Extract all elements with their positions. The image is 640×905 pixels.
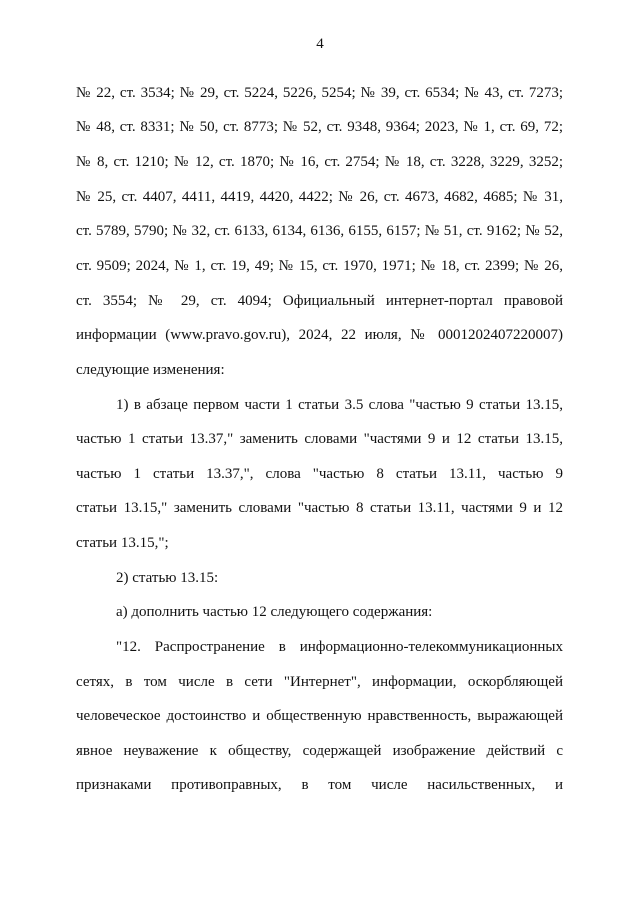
text-line: ст. 3554; № 29, ст. 4094; Официальный интернет-портал правовой	[76, 293, 563, 309]
text-line: признаками противоправных, в том числе насильственных, и	[76, 777, 563, 793]
text-line: статьи 13.15,";	[76, 535, 169, 551]
text-line: частью 1 статьи 13.37,", слова "частью 8 статьи 13.11, частью 9	[76, 466, 563, 482]
text-line: информации (www.pravo.gov.ru), 2024, 22 июля, № 0001202407220007)	[76, 327, 563, 343]
page-number: 4	[316, 36, 324, 52]
text-line: явное неуважение к обществу, содержащей изображение действий с	[76, 743, 563, 759]
text-line: ст. 9509; 2024, № 1, ст. 19, 49; № 15, ст. 1970, 1971; № 18, ст. 2399; № 26,	[76, 258, 563, 274]
text-line: сетях, в том числе в сети "Интернет", информации, оскорбляющей	[76, 674, 563, 690]
text-line: № 25, ст. 4407, 4411, 4419, 4420, 4422; № 26, ст. 4673, 4682, 4685; № 31,	[76, 189, 563, 205]
text-line: № 8, ст. 1210; № 12, ст. 1870; № 16, ст. 2754; № 18, ст. 3228, 3229, 3252;	[76, 154, 563, 170]
text-line: "12. Распространение в информационно-телекоммуникационных	[116, 639, 563, 655]
text-line: № 48, ст. 8331; № 50, ст. 8773; № 52, ст. 9348, 9364; 2023, № 1, ст. 69, 72;	[76, 119, 563, 135]
text-line: ст. 5789, 5790; № 32, ст. 6133, 6134, 6136, 6155, 6157; № 51, ст. 9162; № 52,	[76, 223, 563, 239]
text-line: а) дополнить частью 12 следующего содержания:	[116, 604, 433, 620]
text-line: 2) статью 13.15:	[116, 570, 219, 586]
text-line: 1) в абзаце первом части 1 статьи 3.5 слова "частью 9 статьи 13.15,	[116, 397, 563, 413]
text-line: статьи 13.15," заменить словами "частью 8 статьи 13.11, частями 9 и 12	[76, 500, 563, 516]
text-line: человеческое достоинство и общественную нравственность, выражающей	[76, 708, 563, 724]
text-line: следующие изменения:	[76, 362, 225, 378]
text-line: частью 1 статьи 13.37," заменить словами "частями 9 и 12 статьи 13.15,	[76, 431, 563, 447]
text-line: № 22, ст. 3534; № 29, ст. 5224, 5226, 5254; № 39, ст. 6534; № 43, ст. 7273;	[76, 85, 563, 101]
